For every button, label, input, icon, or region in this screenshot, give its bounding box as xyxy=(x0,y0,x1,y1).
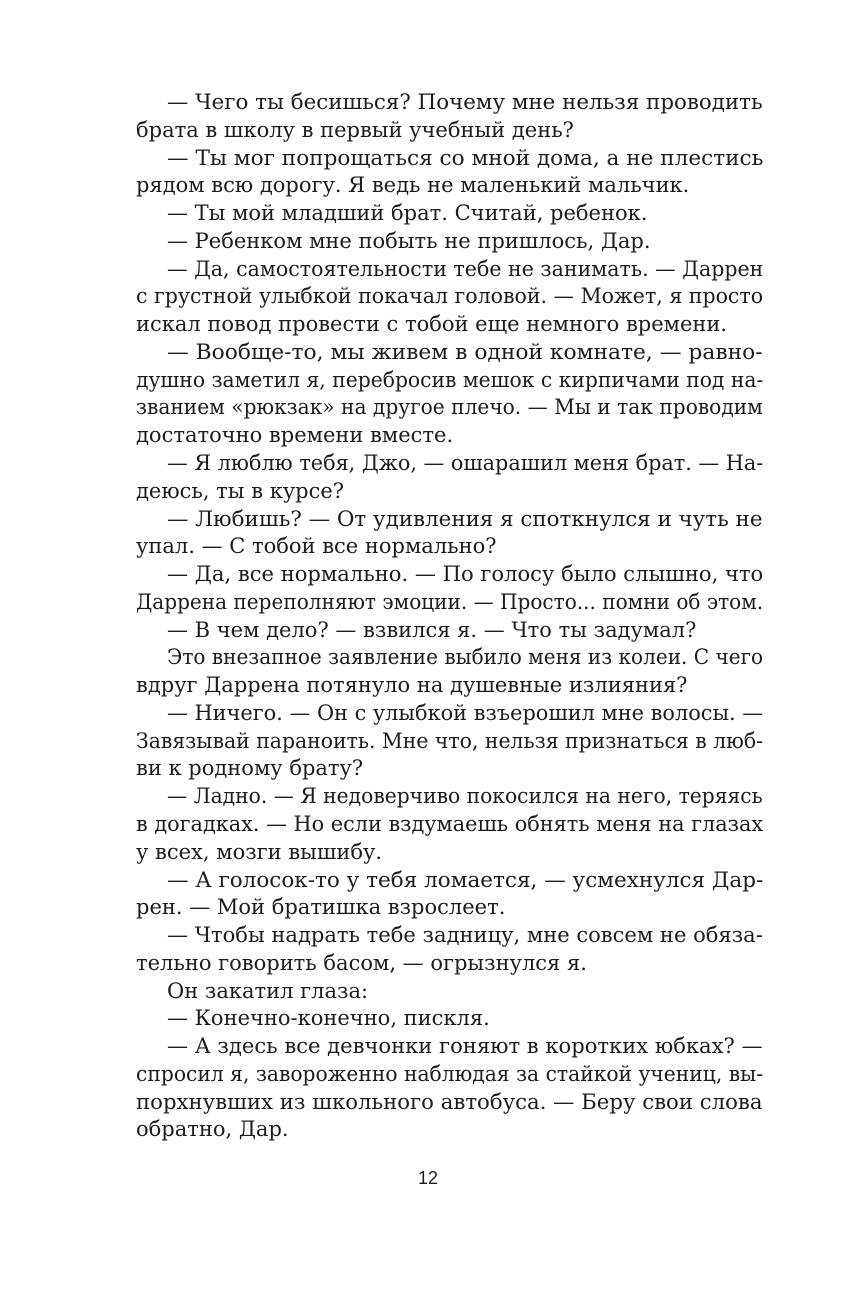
text-line: званием «рюкзак» на другое плечо. — Мы и так проводим xyxy=(136,395,763,420)
text-line: — Чтобы надрать тебе задницу, мне совсем не обяза- xyxy=(167,923,763,948)
text-line: упал. — С тобой все нормально? xyxy=(136,534,497,559)
text-line: — Ты мой младший брат. Считай, ребенок. xyxy=(167,201,648,226)
text-line: — Любишь? — От удивления я споткнулся и чуть не xyxy=(167,506,763,531)
text-line: обратно, Дар. xyxy=(136,1117,289,1142)
text-line: — А здесь все девчонки гоняют в коротких юбках? — xyxy=(167,1034,763,1059)
text-line: — А голосок-то у тебя ломается, — усмехнулся Дар- xyxy=(167,867,764,892)
text-line: рядом всю дорогу. Я ведь не маленький мальчик. xyxy=(136,173,690,198)
text-line: Завязывай параноить. Мне что, нельзя признаться в люб- xyxy=(136,728,764,753)
text-line: Даррена переполняют эмоции. — Просто... помни об этом. xyxy=(136,589,764,614)
text-line: искал повод провести с тобой еще немного времени. xyxy=(136,312,728,337)
text-line: — Ладно. — Я недоверчиво покосился на него, теряясь xyxy=(167,784,763,809)
text-line: — Конечно-конечно, пискля. xyxy=(167,1006,490,1031)
text-line: достаточно времени вместе. xyxy=(136,423,454,448)
text-line: Он закатил глаза: xyxy=(167,978,369,1003)
text-line: брата в школу в первый учебный день? xyxy=(136,117,574,142)
page-number: 12 xyxy=(417,1168,439,1188)
text-line: с грустной улыбкой покачал головой. — Может, я просто xyxy=(136,284,764,309)
text-line: деюсь, ты в курсе? xyxy=(136,478,345,503)
text-line: ви к родному брату? xyxy=(136,756,364,781)
text-line: спросил я, завороженно наблюдая за стайкой учениц, вы- xyxy=(136,1061,764,1086)
text-line: — В чем дело? — взвился я. — Что ты задумал? xyxy=(167,617,697,642)
text-line: порхнувших из школьного автобуса. — Беру свои слова xyxy=(136,1089,763,1114)
text-line: Это внезапное заявление выбило меня из колеи. С чего xyxy=(167,645,764,670)
text-line: вдруг Даррена потянуло на душевные излияния? xyxy=(136,673,688,698)
text-line: — Ребенком мне побыть не пришлось, Дар. xyxy=(167,228,651,253)
text-line: — Да, все нормально. — По голосу было слышно, что xyxy=(167,562,764,587)
text-line: — Ничего. — Он с улыбкой взъерошил мне волосы. — xyxy=(167,700,764,725)
text-line: в догадках. — Но если вздумаешь обнять меня на глазах xyxy=(136,812,764,837)
text-line: рен. — Мой братишка взрослеет. xyxy=(136,895,506,920)
text-line: — Я люблю тебя, Джо, — ошарашил меня брат. — На- xyxy=(167,451,764,475)
text-line: — Ты мог попрощаться со мной дома, а не плестись xyxy=(167,145,764,170)
text-line: у всех, мозги вышибу. xyxy=(136,839,383,864)
text-line: тельно говорить басом, — огрызнулся я. xyxy=(136,950,587,975)
text-line: — Вообще-то, мы живем в одной комнате, — равно- xyxy=(167,339,763,364)
text-line: — Да, самостоятельности тебе не занимать. — Даррен xyxy=(167,256,764,281)
text-line: — Чего ты бесишься? Почему мне нельзя проводить xyxy=(167,90,763,114)
text-line: душно заметил я, перебросив мешок с кирпичами под на- xyxy=(136,367,764,392)
